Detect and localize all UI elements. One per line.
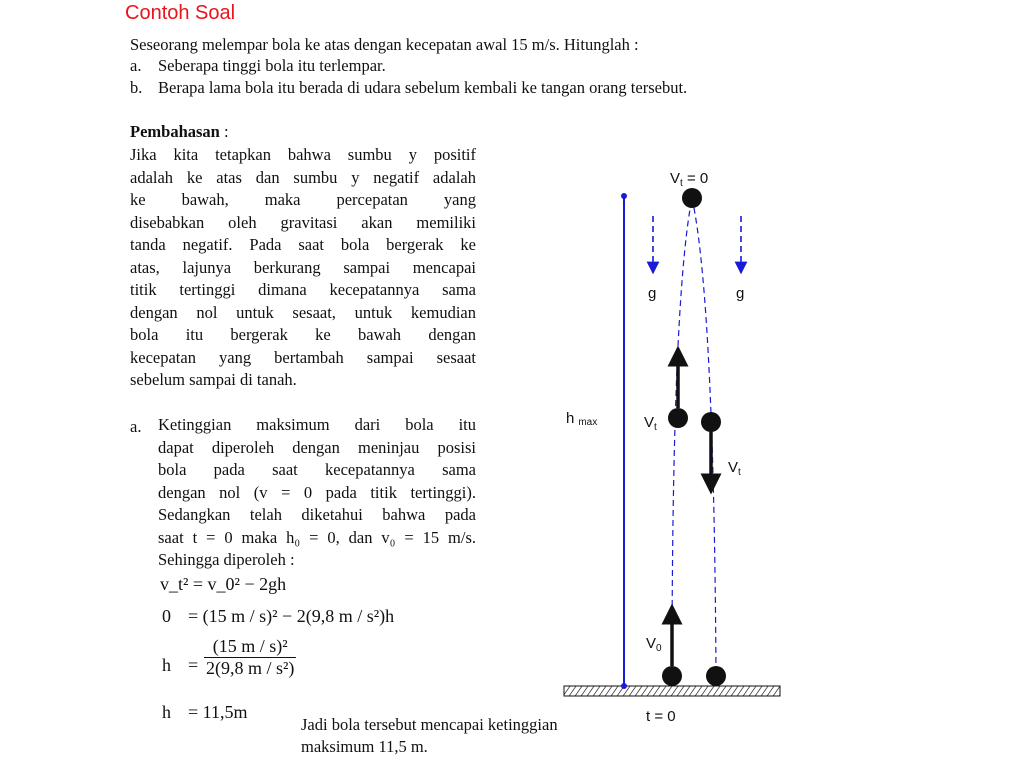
label-g-left: g <box>648 285 657 302</box>
label-vt-falling: $V_t$ <box>728 459 741 478</box>
ball-end <box>706 666 726 686</box>
conclusion-line-2: maksimum 11,5 m. <box>301 737 428 756</box>
part-a-line: bola pada saat kecepatannya sama <box>158 460 476 479</box>
equation-2-rhs: = (15 m / s)² − 2(9,8 m / s²)h <box>188 606 395 626</box>
equation-4-lhs: h <box>162 702 171 722</box>
ball-top <box>682 188 702 208</box>
equation-3-denominator: 2(9,8 m / s²) <box>206 658 295 678</box>
paragraph-line: tanda negatif. Pada saat bola bergerak ke <box>130 235 476 254</box>
paragraph-line: disebabkan oleh gravitasi akan memiliki <box>130 212 476 232</box>
conclusion-line-1: Jadi bola tersebut mencapai ketinggian <box>301 715 558 734</box>
trajectory-up <box>672 198 692 676</box>
height-top-dot <box>621 193 627 199</box>
label-hmax: hmax <box>566 410 598 428</box>
part-a-line: dapat diperoleh dengan meninjau posisi <box>158 437 476 457</box>
problem-intro: Seseorang melempar bola ke atas dengan kecepatan awal 15 m/s. Hitunglah : <box>130 35 639 54</box>
paragraph-line: bola itu bergerak ke bawah dengan <box>130 325 476 344</box>
ball-falling <box>701 412 721 432</box>
label-g-right: g <box>736 285 745 302</box>
equation-3-equals: = <box>188 655 199 675</box>
problem-item-a-marker: a. <box>130 56 142 75</box>
equation-1: v_t² = v_0² − 2gh <box>160 574 287 594</box>
problem-item-b-marker: b. <box>130 78 143 97</box>
label-t0: t = 0 <box>646 708 676 725</box>
equation-4-rhs: = 11,5m <box>188 702 248 722</box>
ball-rising <box>668 408 688 428</box>
label-v0: $V_0$ <box>646 635 662 654</box>
paragraph-line: ke bawah, maka percepatan yang <box>130 190 476 209</box>
paragraph-line: sebelum sampai di tanah. <box>130 370 297 389</box>
part-a-marker: a. <box>130 417 142 436</box>
solution-heading: Pembahasan <box>130 122 220 141</box>
page-title: Contoh Soal <box>125 2 236 24</box>
part-a-line: Ketinggian maksimum dari bola itu <box>158 415 476 434</box>
equation-3-lhs: h <box>162 655 171 675</box>
ground <box>564 686 780 696</box>
label-vt-top: $V_t = 0$ <box>670 170 709 189</box>
equation-2-lhs: 0 <box>162 606 171 626</box>
solution-heading-colon: : <box>219 122 229 141</box>
problem-item-a: Seberapa tinggi bola itu terlempar. <box>158 56 386 75</box>
paragraph-line: titik tertinggi dimana kecepatannya sama <box>130 280 476 299</box>
paragraph-line: dengan nol untuk sesaat, untuk kemudian <box>130 302 476 322</box>
paragraph-line: kecepatan yang bertambah sampai sesaat <box>130 347 476 367</box>
label-vt-rising: $V_t$ <box>644 414 657 433</box>
part-a-line: dengan nol (v = 0 pada titik tertinggi). <box>158 482 476 502</box>
part-a-line: Sehingga diperoleh : <box>158 550 295 569</box>
problem-item-b: Berapa lama bola itu berada di udara sebelum kembali ke tangan orang tersebut. <box>158 78 688 97</box>
height-bottom-dot <box>621 683 627 689</box>
paragraph-line: adalah ke atas dan sumbu y negatif adalah <box>130 167 476 187</box>
part-a-line: saat t = 0 maka h₀ = 0, dan v₀ = 15 m/s. <box>158 527 476 547</box>
paragraph-line: Jika kita tetapkan bahwa sumbu y positif <box>130 145 476 164</box>
part-a-line: Sedangkan telah diketahui bahwa pada <box>158 505 476 524</box>
equation-3-numerator: (15 m / s)² <box>204 636 296 658</box>
ball-start <box>662 666 682 686</box>
paragraph-line: atas, lajunya berkurang sampai mencapai <box>130 257 476 277</box>
